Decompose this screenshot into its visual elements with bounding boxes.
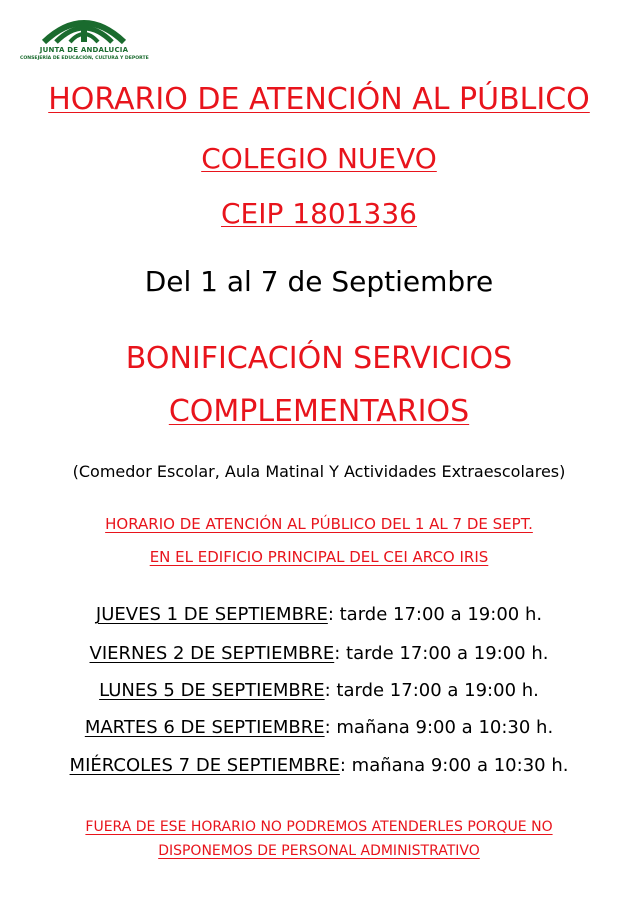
school-code: CEIP 1801336 [221,197,417,230]
footer-line1: FUERA DE ESE HORARIO NO PODREMOS ATENDERLES PORQUE NO [85,819,553,835]
notice-line2: EN EL EDIFICIO PRINCIPAL DEL CEI ARCO IRIS [149,548,489,566]
date-range: Del 1 al 7 de Septiembre [144,265,494,298]
andalucia-emblem-icon [34,8,134,46]
school-name: COLEGIO NUEVO [201,142,437,175]
services-list: (Comedor Escolar, Aula Matinal Y Actividades Extraescolares) [72,462,566,481]
schedule-row [0,643,638,664]
schedule-row [0,604,638,625]
schedule-hours: : mañana 9:00 a 10:30 h. [339,755,569,776]
schedule-day: MIÉRCOLES 7 DE SEPTIEMBRE [69,755,340,776]
schedule-hours: : mañana 9:00 a 10:30 h. [324,717,554,738]
bonificacion-title-line2: COMPLEMENTARIOS [168,394,470,429]
logo-subtitle: CONSEJERÍA DE EDUCACIÓN, CULTURA Y DEPORTE [20,56,149,61]
schedule-day: JUEVES 1 DE SEPTIEMBRE [95,604,328,625]
schedule-day: VIERNES 2 DE SEPTIEMBRE [89,643,335,664]
schedule-hours: : tarde 17:00 a 19:00 h. [327,604,543,625]
schedule-day: MARTES 6 DE SEPTIEMBRE [84,717,325,738]
schedule-row [0,717,638,738]
logo-name: JUNTA DE ANDALUCIA [39,46,129,54]
schedule-hours: : tarde 17:00 a 19:00 h. [334,643,549,664]
footer-line2: DISPONEMOS DE PERSONAL ADMINISTRATIVO [158,843,480,859]
junta-de-andalucia-logo [20,8,148,70]
page-title: HORARIO DE ATENCIÓN AL PÚBLICO [48,82,590,117]
notice-line1: HORARIO DE ATENCIÓN AL PÚBLICO DEL 1 AL 7 DE SEPT. [105,515,533,533]
bonificacion-title-line1: BONIFICACIÓN SERVICIOS [125,341,513,376]
schedule-row [0,755,638,776]
schedule-day: LUNES 5 DE SEPTIEMBRE [99,680,325,701]
schedule-hours: : tarde 17:00 a 19:00 h. [324,680,539,701]
schedule-row [0,680,638,701]
